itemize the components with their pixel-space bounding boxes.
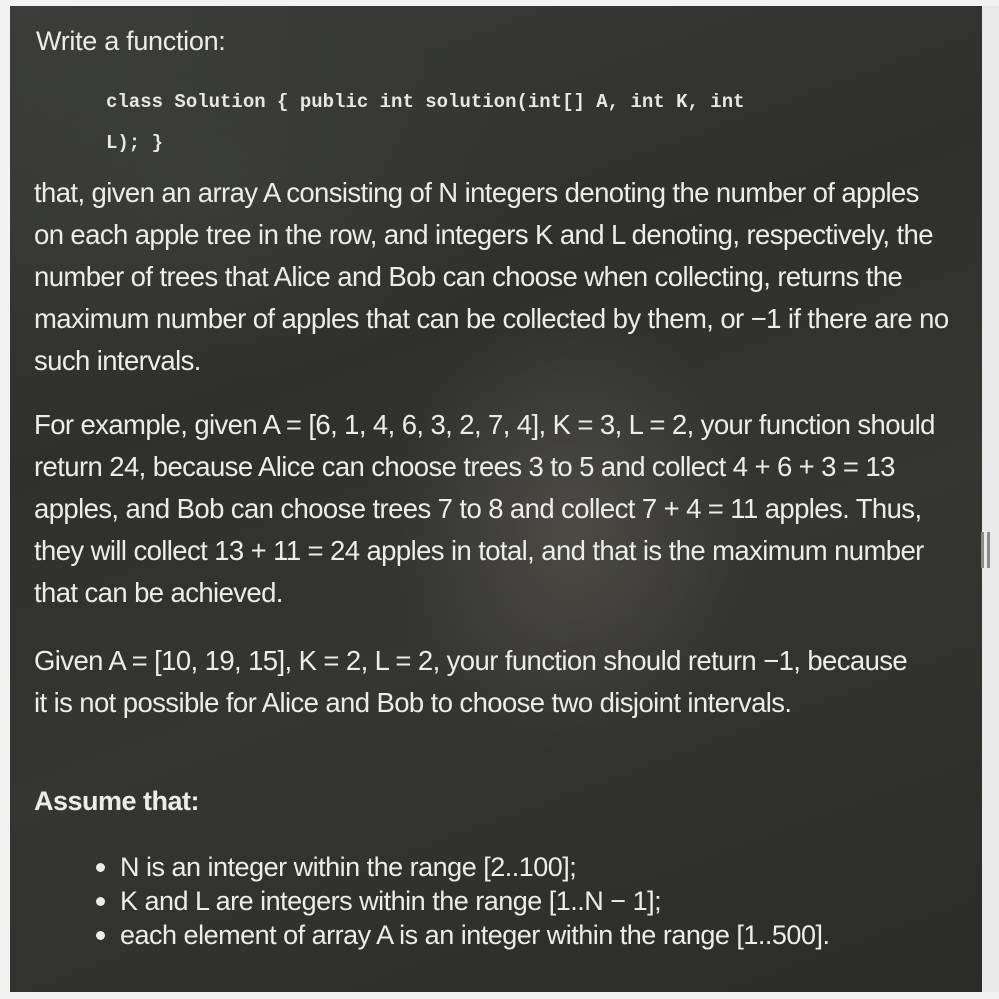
bullet-icon xyxy=(96,931,105,940)
assume-heading: Assume that: xyxy=(34,786,200,816)
side-margin xyxy=(982,6,999,992)
pause-icon[interactable] xyxy=(980,532,992,568)
code-line-1: class Solution { public int solution(int[] A, int K, int xyxy=(106,91,745,113)
problem-statement-photo xyxy=(10,6,982,992)
bullet-icon xyxy=(96,863,105,872)
example-paragraph-1: For example, given A = [6, 1, 4, 6, 3, 2, 7, 4], K = 3, L = 2, your function should return 24, because Alice can choose trees 3 to 5 and collect 4 + 6 + 3 = 13 apples, and Bob can choose trees 7 to 8 and collect 7 + 4 = 11 apples. Thus, they will collect 13 + 11 = 24 apples in total, and that is the maximum number that can be achieved. xyxy=(34,409,935,608)
list-item xyxy=(94,852,854,882)
intro-heading: Write a function: xyxy=(36,26,226,56)
list-item xyxy=(94,886,854,916)
description-paragraph: that, given an array A consisting of N integers denoting the number of apples on each apple tree in the row, and integers K and L denoting, respectively, the number of trees that Alice and Bob can choose when collecting, returns the maximum number of apples that can be collected by them, or −1 if there are no such intervals. xyxy=(34,177,949,376)
assumption-list xyxy=(94,852,854,954)
code-signature xyxy=(106,82,866,164)
pause-bar-right xyxy=(987,532,990,568)
bullet-icon xyxy=(96,897,105,906)
pause-bar-left xyxy=(981,532,984,568)
assumption-text: N is an integer within the range [2..100]; xyxy=(120,852,577,882)
assumption-text: K and L are integers within the range [1..N − 1]; xyxy=(120,886,662,916)
list-item xyxy=(94,920,854,950)
example-paragraph-2: Given A = [10, 19, 15], K = 2, L = 2, your function should return −1, because it is not possible for Alice and Bob to choose two disjoint intervals. xyxy=(34,645,908,718)
code-line-2: L); } xyxy=(106,132,164,154)
assumption-text: each element of array A is an integer within the range [1..500]. xyxy=(120,920,830,950)
